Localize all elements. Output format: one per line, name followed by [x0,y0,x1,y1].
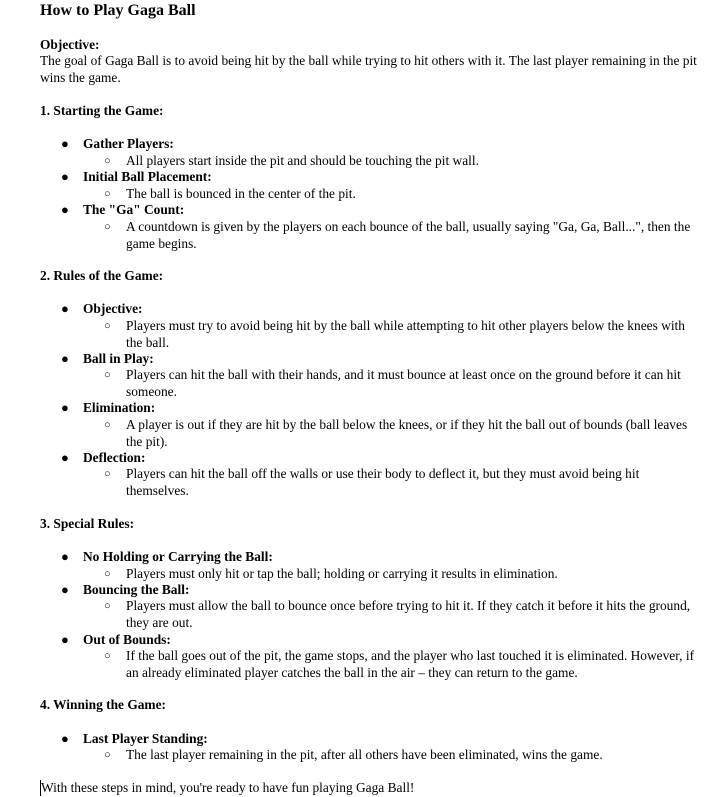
bullet-circle-icon: ○ [104,468,111,480]
bullet-circle-icon: ○ [104,188,111,200]
bullet-disc-icon: ● [61,169,69,184]
list-item-label: Objective: [83,301,143,316]
list-item-label: Bouncing the Ball: [83,582,190,597]
bullet-circle-icon: ○ [104,749,111,761]
closing-text: With these steps in mind, you're ready to have fun playing Gaga Ball! [41,780,415,795]
list-item-label: Ball in Play: [83,351,154,366]
bullet-disc-icon: ● [61,136,69,151]
list-item-detail: All players start inside the pit and should be touching the pit wall. [126,153,479,168]
bullet-circle-icon: ○ [104,419,111,431]
list-item-detail: Players must allow the ball to bounce once before trying to hit it. If they catch it before it hits the ground, they are out. [126,598,691,630]
list-item-detail: The ball is bounced in the center of the pit. [126,186,356,201]
bullet-circle-icon: ○ [104,221,111,233]
list-item-detail: If the ball goes out of the pit, the game stops, and the player who last touched it is eliminated. However, if an already eliminated player catches the ball in the air – they can return to the game. [126,648,695,680]
bullet-disc-icon: ● [61,400,69,415]
list-item-detail: A countdown is given by the players on each bounce of the ball, usually saying "Ga, Ga, Ball...", then the game begins. [126,219,691,251]
list-item-detail: Players must try to avoid being hit by the ball while attempting to hit other players below the knees with the ball. [126,318,685,350]
bullet-disc-icon: ● [61,582,69,597]
section-heading: 4. Winning the Game: [40,697,166,712]
bullet-disc-icon: ● [61,450,69,465]
bullet-circle-icon: ○ [104,320,111,332]
bullet-circle-icon: ○ [104,568,111,580]
list-item-label: Last Player Standing: [83,731,208,746]
list-item-detail: The last player remaining in the pit, after all others have been eliminated, wins the game. [126,747,603,762]
bullet-disc-icon: ● [61,301,69,316]
page-title: How to Play Gaga Ball [40,2,196,19]
bullet-circle-icon: ○ [104,369,111,381]
list-item-label: Out of Bounds: [83,632,171,647]
bullet-disc-icon: ● [61,632,69,647]
list-item-label: No Holding or Carrying the Ball: [83,549,273,564]
section-heading: 1. Starting the Game: [40,103,164,118]
list-item-label: Elimination: [83,400,156,415]
list-item-detail: Players can hit the ball with their hands, and it must bounce at least once on the ground before it can hit someone. [126,367,681,399]
bullet-circle-icon: ○ [104,650,111,662]
list-item-label: Initial Ball Placement: [83,169,212,184]
bullet-disc-icon: ● [61,351,69,366]
bullet-disc-icon: ● [61,731,69,746]
objective-heading: Objective: [40,37,100,52]
list-item-label: Deflection: [83,450,146,465]
objective-text: The goal of Gaga Ball is to avoid being hit by the ball while trying to hit others with it. The last player remaining in the pit wins the game. [40,53,697,85]
section-heading: 3. Special Rules: [40,516,135,531]
list-item-detail: Players must only hit or tap the ball; holding or carrying it results in elimination. [126,566,558,581]
section-heading: 2. Rules of the Game: [40,268,164,283]
list-item-label: Gather Players: [83,136,174,151]
list-item-detail: Players can hit the ball off the walls or use their body to deflect it, but they must avoid being hit themselves. [126,466,640,498]
bullet-circle-icon: ○ [104,155,111,167]
bullet-disc-icon: ● [61,202,69,217]
list-item-detail: A player is out if they are hit by the ball below the knees, or if they hit the ball out of bounds (ball leaves the pit). [126,417,688,449]
list-item-label: The "Ga" Count: [83,202,185,217]
bullet-disc-icon: ● [61,549,69,564]
bullet-circle-icon: ○ [104,600,111,612]
